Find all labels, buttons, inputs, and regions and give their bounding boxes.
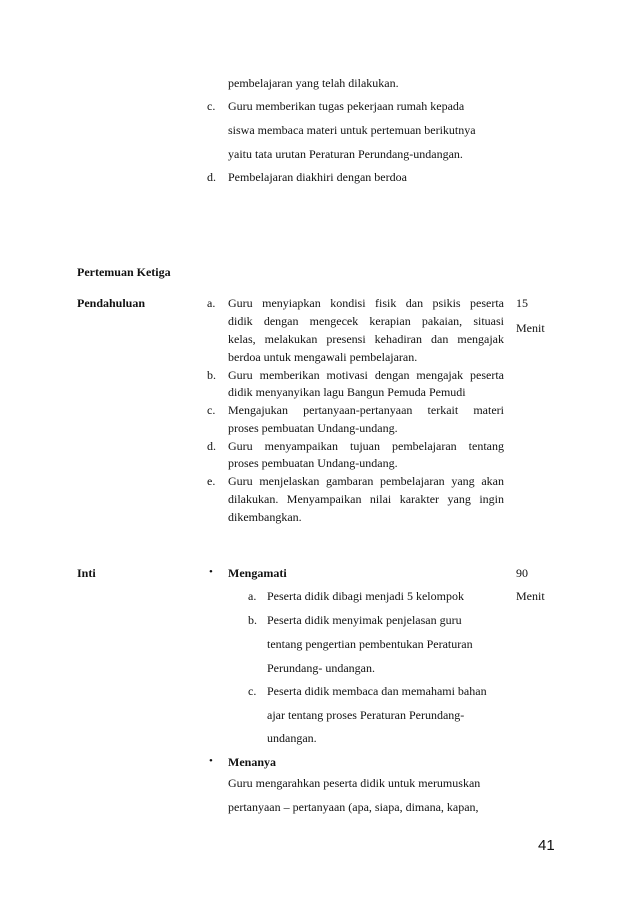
list-item-line: siswa membaca materi untuk pertemuan berikutnya	[228, 123, 476, 137]
list-marker: b.	[207, 368, 216, 382]
list-item-line: Guru menyampaikan tujuan pembelajaran tentang	[228, 439, 504, 453]
carryover-line: pembelajaran yang telah dilakukan.	[228, 76, 399, 90]
list-item-line: Guru memberikan tugas pekerjaan rumah kepada	[228, 99, 465, 113]
list-item-line: kelas, melakukan presensi kehadiran dan mengajak	[228, 332, 504, 346]
list-marker: d.	[207, 170, 216, 184]
list-item-line: Mengajukan pertanyaan-pertanyaan terkait materi	[228, 403, 504, 417]
list-item-line: Guru memberikan motivasi dengan mengajak peserta	[228, 368, 504, 382]
bullet-icon: •	[209, 566, 213, 578]
page-number: 41	[538, 837, 555, 854]
list-item-line: Guru menyiapkan kondisi fisik dan psikis peserta	[228, 296, 504, 310]
list-item-line: dilakukan. Menyampaikan nilai karakter yang ingin	[228, 492, 504, 506]
list-item-line: didik menyanyikan lagu Bangun Pemuda Pemudi	[228, 385, 466, 399]
list-marker: d.	[207, 439, 216, 453]
paragraph-line: Guru mengarahkan peserta didik untuk merumuskan	[228, 776, 481, 790]
list-item-line: ajar tentang proses Peraturan Perundang-	[267, 708, 465, 722]
duration-unit: Menit	[516, 589, 545, 603]
bullet-icon: •	[209, 755, 213, 767]
duration-value: 15	[516, 296, 528, 310]
duration-value: 90	[516, 566, 528, 580]
list-item-line: Peserta didik dibagi menjadi 5 kelompok	[267, 589, 464, 603]
list-marker: c.	[207, 99, 216, 113]
list-item-line: Peserta didik membaca dan memahami bahan	[267, 684, 487, 698]
list-marker: c.	[207, 403, 216, 417]
paragraph-line: pertanyaan – pertanyaan (apa, siapa, dimana, kapan,	[228, 800, 479, 814]
list-item-line: proses pembuatan Undang-undang.	[228, 456, 398, 470]
list-marker: b.	[248, 613, 257, 627]
duration-unit: Menit	[516, 321, 545, 335]
list-item-line: tentang pengertian pembentukan Peraturan	[267, 637, 473, 651]
list-marker: a.	[248, 589, 257, 603]
phase-label-pendahuluan: Pendahuluan	[77, 296, 146, 310]
list-item-line: Guru menjelaskan gambaran pembelajaran yang akan	[228, 474, 504, 488]
list-marker: e.	[207, 474, 216, 488]
list-item-line: didik dengan mengecek kerapian pakaian, situasi	[228, 314, 504, 328]
activity-heading-menanya: Menanya	[228, 755, 276, 769]
list-item-line: Pembelajaran diakhiri dengan berdoa	[228, 170, 407, 184]
activity-heading-mengamati: Mengamati	[228, 566, 287, 580]
phase-label-inti: Inti	[77, 566, 96, 580]
list-item-line: proses pembuatan Undang-undang.	[228, 421, 398, 435]
list-marker: a.	[207, 296, 216, 310]
list-item-line: Perundang- undangan.	[267, 661, 375, 675]
list-item-line: Peserta didik menyimak penjelasan guru	[267, 613, 462, 627]
meeting-title: Pertemuan Ketiga	[77, 265, 171, 279]
list-item-line: dikembangkan.	[228, 510, 302, 524]
list-item-line: berdoa untuk mengawali pembelajaran.	[228, 350, 418, 364]
list-item-line: yaitu tata urutan Peraturan Perundang-undangan.	[228, 147, 463, 161]
list-item-line: undangan.	[267, 731, 317, 745]
list-marker: c.	[248, 684, 257, 698]
